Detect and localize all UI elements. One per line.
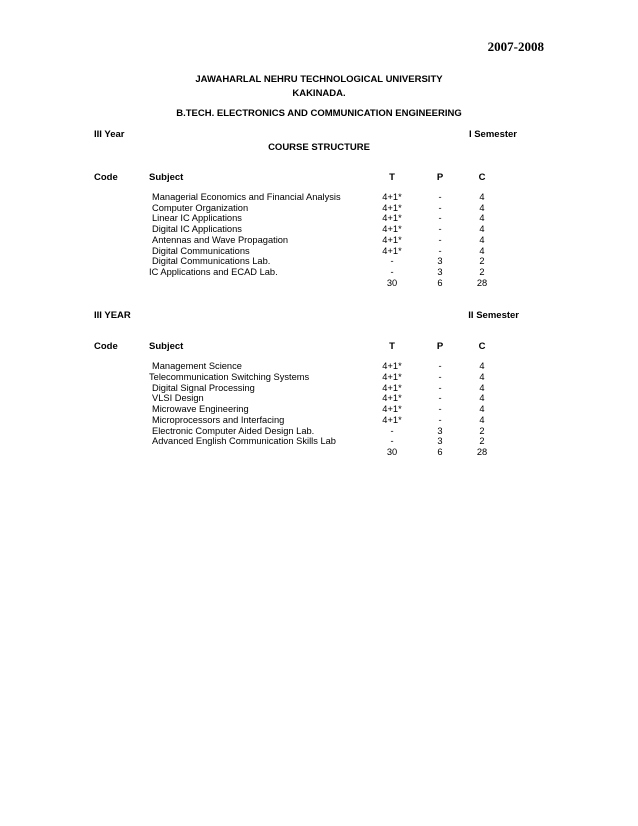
academic-year: 2007-2008 (487, 39, 544, 54)
p-cell: - (438, 383, 442, 393)
c-cell: 4 (479, 213, 485, 223)
sem1-code-header: Code (94, 172, 118, 183)
t-cell: 4+1* (382, 383, 402, 393)
table-row (0, 256, 638, 267)
t-cell: 4+1* (382, 235, 402, 245)
c-cell: 4 (479, 383, 485, 393)
p-total: 6 (437, 278, 443, 288)
c-cell: 4 (479, 361, 485, 371)
totals-row (0, 278, 638, 289)
t-cell: 4+1* (382, 361, 402, 371)
t-cell: - (390, 436, 394, 446)
t-cell: 4+1* (382, 404, 402, 414)
p-cell: - (438, 361, 442, 371)
t-cell: 4+1* (382, 213, 402, 223)
sem2-semester-label: II Semester (468, 310, 519, 321)
sem1-p-header: P (436, 172, 444, 183)
table-row (0, 404, 638, 415)
table-row (0, 372, 638, 383)
p-cell: 3 (437, 426, 443, 436)
sem2-subject-header: Subject (149, 341, 184, 352)
t-cell: 4+1* (382, 393, 402, 403)
subject-cell: Advanced English Communication Skills Lab (152, 436, 336, 446)
t-cell: 4+1* (382, 224, 402, 234)
table-row (0, 213, 638, 224)
p-cell: - (438, 415, 442, 425)
sem2-year-label: III YEAR (94, 310, 131, 321)
subject-cell: Management Science (152, 361, 242, 371)
p-cell: - (438, 393, 442, 403)
t-cell: 4+1* (382, 415, 402, 425)
course-structure-title: COURSE STRUCTURE (268, 142, 370, 153)
c-cell: 4 (479, 192, 485, 202)
table-row (0, 224, 638, 235)
t-cell: 4+1* (382, 203, 402, 213)
p-cell: - (438, 192, 442, 202)
p-cell: - (438, 235, 442, 245)
t-cell: 4+1* (382, 192, 402, 202)
t-cell: - (390, 267, 394, 277)
c-cell: 2 (479, 267, 485, 277)
c-cell: 4 (479, 415, 485, 425)
t-total: 30 (386, 278, 398, 288)
sem2-c-header: C (478, 341, 486, 352)
table-row (0, 436, 638, 447)
subject-cell: Digital Signal Processing (152, 383, 255, 393)
c-cell: 4 (479, 372, 485, 382)
table-row (0, 393, 638, 404)
subject-cell: Electronic Computer Aided Design Lab. (152, 426, 315, 436)
table-row (0, 192, 638, 203)
c-cell: 2 (479, 426, 485, 436)
c-cell: 4 (479, 404, 485, 414)
subject-cell: Antennas and Wave Propagation (152, 235, 289, 245)
p-cell: 3 (437, 436, 443, 446)
subject-cell: Microwave Engineering (152, 404, 249, 414)
table-row (0, 361, 638, 372)
c-cell: 2 (479, 256, 485, 266)
p-cell: - (438, 203, 442, 213)
p-cell: 3 (437, 267, 443, 277)
sem1-semester-label: I Semester (468, 129, 517, 140)
totals-row (0, 447, 638, 458)
t-cell: - (390, 256, 394, 266)
c-total: 28 (476, 447, 488, 457)
subject-cell: Microprocessors and Interfacing (152, 415, 285, 425)
university-city: KAKINADA. (292, 88, 346, 99)
c-cell: 4 (479, 224, 485, 234)
table-row (0, 235, 638, 246)
sem1-year-label: III Year (94, 129, 125, 140)
p-cell: - (438, 372, 442, 382)
t-cell: 4+1* (382, 246, 402, 256)
university-name: JAWAHARLAL NEHRU TECHNOLOGICAL UNIVERSITY (195, 74, 443, 85)
t-cell: 4+1* (382, 372, 402, 382)
c-cell: 4 (479, 393, 485, 403)
p-total: 6 (437, 447, 443, 457)
sem2-p-header: P (436, 341, 444, 352)
p-cell: - (438, 404, 442, 414)
subject-cell: IC Applications and ECAD Lab. (149, 267, 278, 277)
sem1-t-header: T (389, 172, 395, 183)
p-cell: - (438, 224, 442, 234)
c-cell: 2 (479, 436, 485, 446)
t-cell: - (390, 426, 394, 436)
p-cell: - (438, 246, 442, 256)
t-total: 30 (386, 447, 398, 457)
c-cell: 4 (479, 203, 485, 213)
p-cell: 3 (437, 256, 443, 266)
sem1-c-header: C (478, 172, 486, 183)
p-cell: - (438, 213, 442, 223)
subject-cell: Telecommunication Switching Systems (149, 372, 310, 382)
sem2-t-header: T (389, 341, 395, 352)
subject-cell: Linear IC Applications (152, 213, 242, 223)
subject-cell: Digital Communications Lab. (152, 256, 271, 266)
subject-cell: Computer Organization (152, 203, 249, 213)
sem2-code-header: Code (94, 341, 118, 352)
c-cell: 4 (479, 246, 485, 256)
subject-cell: Managerial Economics and Financial Analysis (152, 192, 341, 202)
subject-cell: Digital IC Applications (152, 224, 242, 234)
table-row (0, 415, 638, 426)
table-row (0, 267, 638, 278)
subject-cell: Digital Communications (152, 246, 250, 256)
programme-title: B.TECH. ELECTRONICS AND COMMUNICATION ENGINEERING (176, 108, 462, 119)
c-total: 28 (476, 278, 488, 288)
subject-cell: VLSI Design (152, 393, 204, 403)
c-cell: 4 (479, 235, 485, 245)
sem1-subject-header: Subject (149, 172, 184, 183)
